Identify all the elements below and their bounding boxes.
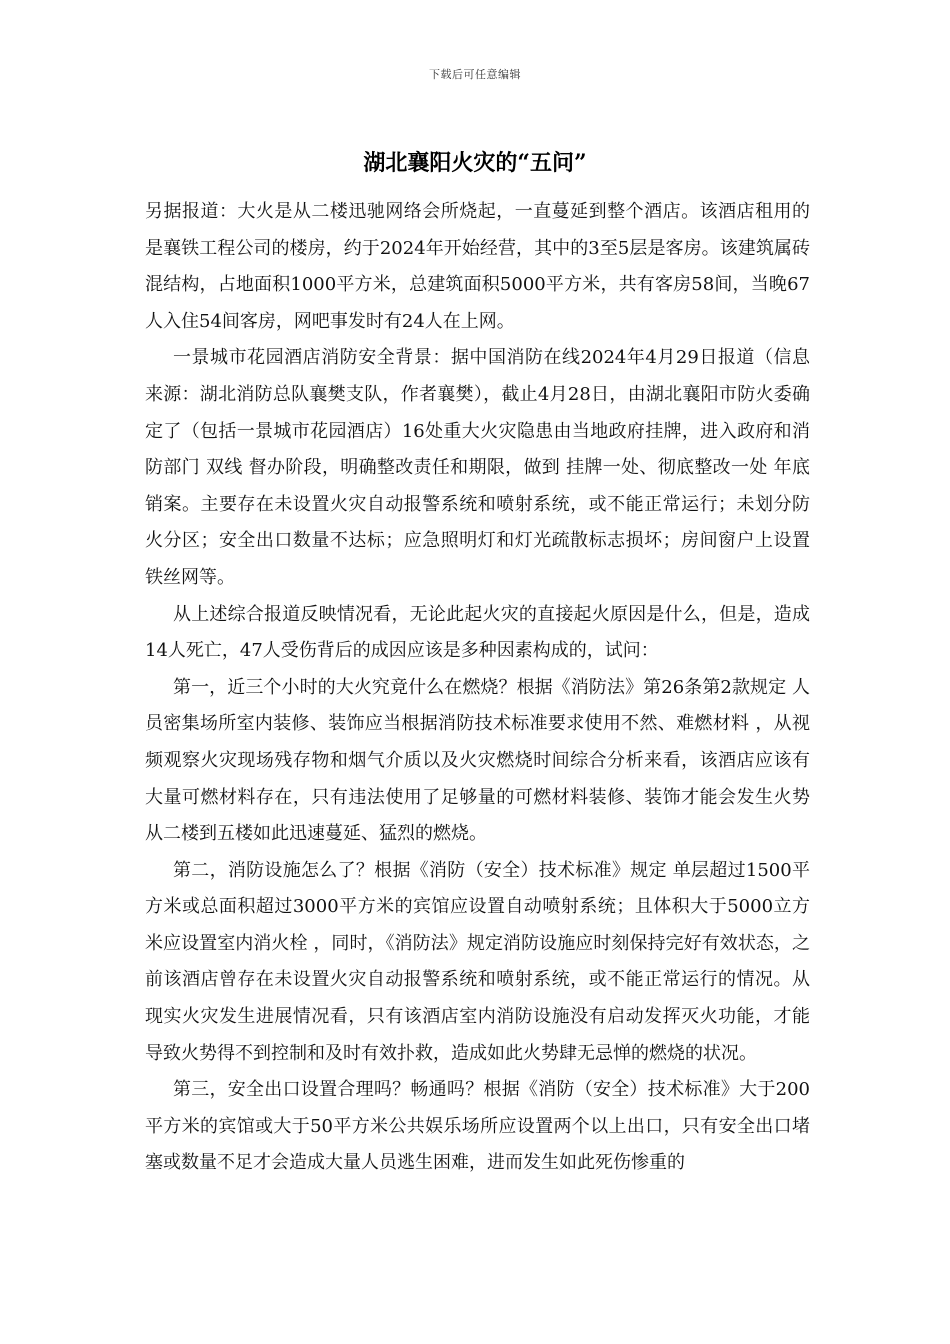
paragraph-question-three: 第三，安全出口设置合理吗？畅通吗？根据《消防（安全）技术标准》大于200平方米的宾馆或大于50平方米公共娱乐场所应设置两个以上出口，只有安全出口堵塞或数量不足才会造成大量人员逃生困难，进而发生如此死伤惨重的 — [145, 1079, 810, 1174]
header-note: 下载后可任意编辑 — [429, 68, 521, 81]
paragraph-question-one: 第一，近三个小时的大火究竟什么在燃烧？根据《消防法》第26条第2款规定 人员密集场所室内装修、装饰应当根据消防技术标准要求使用不然、难燃材料 ，从视频观察火灾现场残存物和烟气介质以及火灾燃烧时间综合分析来看，该酒店应该有大量可燃材料存在，只有违法使用了足够量的可燃材料装修、装饰才能会发生火势从二楼到五楼如此迅速蔓延、猛烈的燃烧。 — [145, 676, 810, 845]
paragraph-summary-question: 从上述综合报道反映情况看，无论此起火灾的直接起火原因是什么，但是，造成14人死亡，47人受伤背后的成因应该是多种因素构成的，试问： — [145, 603, 810, 662]
document-body — [145, 194, 810, 1182]
paragraph-report: 另据报道：大火是从二楼迅驰网络会所烧起，一直蔓延到整个酒店。该酒店租用的是襄铁工程公司的楼房，约于2024年开始经营，其中的3至5层是客房。该建筑属砖混结构，占地面积1000平方米，总建筑面积5000平方米，共有客房58间，当晚67人入住54间客房，网吧事发时有24人在上网。 — [145, 201, 810, 332]
paragraph-question-two: 第二，消防设施怎么了？根据《消防（安全）技术标准》规定 单层超过1500平方米或总面积超过3000平方米的宾馆应设置自动喷射系统；且体积大于5000立方米应设置室内消火栓 ，同时，《消防法》规定消防设施应时刻保持完好有效状态，之前该酒店曾存在未设置火灾自动报警系统和喷射系统，或不能正常运行的情况。从现实火灾发生进展情况看，只有该酒店室内消防设施没有启动发挥灭火功能，才能导致火势得不到控制和及时有效扑救，造成如此火势肆无忌惮的燃烧的状况。 — [145, 859, 810, 1064]
paragraph-fire-safety-background: 一景城市花园酒店消防安全背景：据中国消防在线2024年4月29日报道（信息来源：湖北消防总队襄樊支队，作者襄樊），截止4月28日，由湖北襄阳市防火委确定了（包括一景城市花园酒店）16处重大火灾隐患由当地政府挂牌，进入政府和消防部门 双线 督办阶段，明确整改责任和期限，做到 挂牌一处、彻底整改一处 年底销案。主要存在未设置火灾自动报警系统和喷射系统，或不能正常运行；未划分防火分区；安全出口数量不达标；应急照明灯和灯光疏散标志损坏；房间窗户上设置铁丝网等。 — [145, 347, 810, 588]
document-title: 湖北襄阳火灾的“五问” — [363, 150, 587, 176]
